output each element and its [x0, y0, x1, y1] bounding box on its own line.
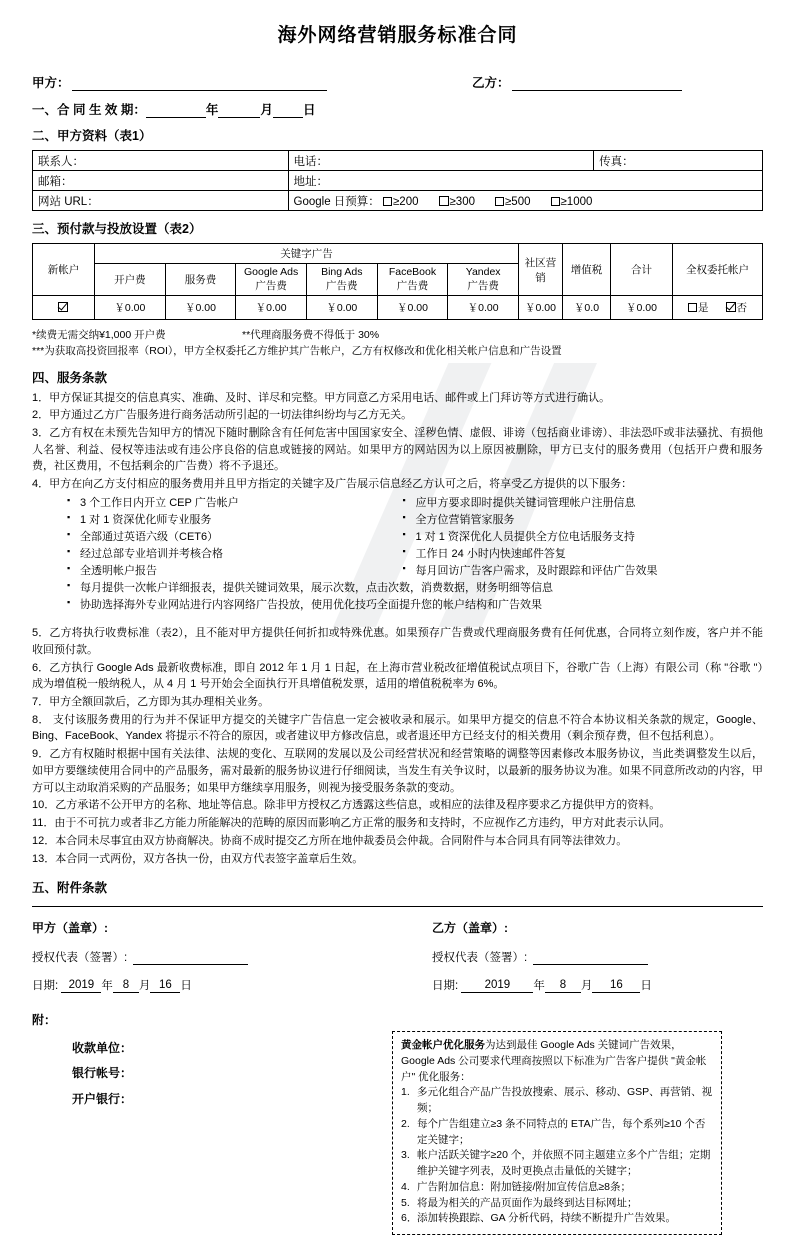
- address-cell[interactable]: 地址：: [288, 171, 762, 191]
- term-2: 2．甲方通过乙方广告服务进行商务活动所引起的一切法律纠纷均与乙方无关。: [32, 409, 413, 422]
- party-b-blank[interactable]: [512, 77, 682, 91]
- budget-option-200[interactable]: [383, 196, 419, 208]
- daily-budget-cell[interactable]: [288, 191, 762, 211]
- item-number: 3.: [401, 1149, 410, 1162]
- party-a-date-month[interactable]: 8: [113, 979, 139, 993]
- facebook-value[interactable]: ￥0.00: [377, 296, 448, 320]
- checkbox-icon[interactable]: [439, 196, 449, 206]
- party-b-field[interactable]: [472, 73, 682, 91]
- item-text: 多元化组合产品广告投放搜索、展示、移动、GSP、再营销、视频；: [417, 1086, 713, 1115]
- service-terms-continued: [32, 625, 763, 867]
- day-unit: 日: [302, 103, 316, 117]
- effective-date-label: 一、合 同 生 效 期：: [32, 103, 146, 117]
- col-total: 合计: [611, 244, 673, 296]
- item-text: 每个广告组建立≥3 条不同特点的 ETA广告，每个系列≥10 个否定关键字；: [417, 1117, 706, 1146]
- term-4: 4．甲方在向乙方支付相应的服务费用并且甲方指定的关键字及广告展示信息经乙方认可之后，将享受乙方提供的以下服务：: [32, 478, 633, 491]
- party-a-rep-line[interactable]: [32, 949, 432, 965]
- term-11: 11．由于不可抗力或者非乙方能力所能解决的范畴的原因而影响乙方正常的服务和支持时，不应视作乙方违约，甲方对此表示认同。: [32, 817, 671, 830]
- footnote-1: *续费无需交纳¥1,000 开户费: [32, 329, 166, 341]
- gold-box-intro-text: 为达到最佳 Google Ads 关键词广告效果，Google Ads 公司要求代理商按照以下标准为广告客户提供 "黄金帐户" 优化服务：: [401, 1039, 707, 1083]
- table-header-row: [33, 244, 763, 264]
- party-a-rep-blank[interactable]: [133, 952, 248, 965]
- list-item: ▪ 全部通过英语六级（CET6）: [80, 529, 398, 546]
- bottom-area: [32, 1028, 763, 1235]
- entrust-no-option[interactable]: [726, 300, 748, 315]
- term-1: 1．甲方保证其提交的信息真实、准确、及时、详尽和完整。甲方同意乙方采用电话、邮件或上门拜访等方式进行确认。: [32, 391, 611, 404]
- budget-option-300[interactable]: [439, 196, 476, 208]
- entrust-choice-cell[interactable]: [673, 296, 763, 320]
- list-item: ▪ 全方位营销管家服务: [416, 512, 764, 529]
- month-unit: 月: [260, 103, 273, 117]
- list-item: ▪ 工作日 24 小时内快速邮件答复: [416, 546, 764, 563]
- list-item: [401, 1196, 714, 1212]
- col-vat: 增值税: [563, 244, 611, 296]
- yandex-value[interactable]: ￥0.00: [448, 296, 519, 320]
- party-a-info-table: [32, 150, 763, 211]
- list-item: ▪ 每月提供一次帐户详细报表，提供关键词效果，展示次数，点击次数，消费数据，财务明细等信息: [80, 580, 763, 597]
- col-yandex-fee: Yandex 广告费: [448, 264, 519, 296]
- col-facebook-fee: FaceBook 广告费: [377, 264, 448, 296]
- day-unit: 日: [640, 980, 652, 993]
- item-number: 2.: [401, 1117, 410, 1130]
- year-unit: 年: [101, 980, 113, 993]
- appendix-heading: 附：: [32, 1013, 57, 1028]
- list-item: ▪ 每月回访广告客户需求，及时跟踪和评估广告效果: [416, 563, 764, 580]
- term-12: 12．本合同未尽事宜由双方协商解决。协商不成时提交乙方所在地仲裁委员会仲裁。合同附件与本合同具有同等法律效力。: [32, 834, 628, 847]
- service-bullets: [32, 495, 763, 580]
- budget-option-1000[interactable]: [551, 196, 593, 208]
- col-social-marketing: 社区营销: [519, 244, 563, 296]
- party-a-label: 甲方：: [32, 76, 70, 90]
- item-text: 帐户活跃关键字≥20 个，并依照不同主题建立多个广告组；定期维护关键字列表，及时更换点击量低的关键字；: [417, 1149, 711, 1178]
- list-item: ▪ 协助选择海外专业网站进行内容网络广告投放，使用优化技巧全面提升您的帐户结构和广告效果: [80, 597, 763, 614]
- party-a-date-label: 日期:: [32, 980, 59, 993]
- footnote-3: ***为获取高投资回报率（ROI），甲方全权委托乙方维护其广告帐户，乙方有权修改和优化相关帐户信息和广告设置: [32, 345, 562, 358]
- phone-cell[interactable]: 电话：: [288, 151, 594, 171]
- party-b-label: 乙方：: [472, 76, 510, 90]
- item-number: 1.: [401, 1086, 410, 1099]
- total-value[interactable]: ￥0.00: [611, 296, 673, 320]
- gold-box-list: [401, 1085, 714, 1227]
- bank-account-label[interactable]: 银行帐号：: [72, 1066, 133, 1081]
- col-group-keyword-ads: 关键字广告: [95, 244, 519, 264]
- checkbox-icon[interactable]: [495, 197, 504, 206]
- year-unit: 年: [205, 103, 219, 117]
- payee-items: [32, 1036, 392, 1112]
- party-row: [32, 73, 763, 91]
- budget-option-500[interactable]: [495, 196, 531, 208]
- section-4-heading: 四、服务条款: [32, 370, 108, 385]
- party-b-rep-line[interactable]: [432, 949, 763, 965]
- term-8: 8． 支付该服务费用的行为并不保证甲方提交的关键字广告信息一定会被收录和展示。如果甲方提交的信息不符合本协议相关条款的规定，Google、Bing、FaceBook、Yandex 将提示不符合的原因，或者建议甲方修改信息，或者退还甲方已经支付的相关费用（剩余预存费，但不包括利息）。: [32, 713, 763, 743]
- entrust-no-label: 否: [736, 302, 747, 314]
- month-unit: 月: [580, 980, 593, 993]
- party-b-date-label: 日期:: [432, 980, 459, 993]
- gold-account-service-box: [392, 1031, 722, 1235]
- page-title: 海外网络营销服务标准合同: [277, 25, 518, 46]
- col-new-account: 新帐户: [33, 244, 95, 296]
- service-bullets-wide: [32, 580, 763, 614]
- entrust-yes-option[interactable]: [688, 300, 709, 315]
- list-item: ▪ 全透明帐户报告: [80, 563, 398, 580]
- checkbox-icon[interactable]: [551, 197, 560, 206]
- party-a-rep-label: 授权代表（签署）:: [32, 952, 128, 965]
- budget-option-200-label: ≥200: [393, 195, 419, 208]
- table-row: [33, 151, 763, 171]
- party-a-blank[interactable]: [72, 77, 327, 91]
- effective-day-blank[interactable]: [273, 105, 303, 118]
- contact-person-cell[interactable]: 联系人：: [33, 151, 289, 171]
- col-open-fee: 开户费: [95, 264, 166, 296]
- party-a-field[interactable]: [32, 73, 472, 91]
- social-value[interactable]: ￥0.00: [519, 296, 563, 320]
- service-bullets-left: [32, 495, 398, 580]
- term-9: 9．乙方有权随时根据中国有关法律、法规的变化、互联网的发展以及公司经营状况和经营策略的调整等因素修改本服务协议，当此类调整发生以后，如甲方要继续使用合同中的产品服务，需对最新的服务协议进行仔细阅读，当发生有关争议时，以最新的服务协议为准。如果不同意所改动的内容，甲方可以主动取消采购的产品服务；如果甲方继续享用服务，则视为接受服务条款的变动。: [32, 748, 763, 794]
- effective-year-blank[interactable]: [146, 105, 206, 118]
- party-a-date-day[interactable]: 16: [150, 979, 180, 993]
- entrust-yes-label: 是: [698, 302, 709, 314]
- bank-name-label[interactable]: 开户银行：: [72, 1091, 133, 1106]
- google-ads-value[interactable]: ￥0.00: [236, 296, 307, 320]
- list-item: ▪ 1 对 1 资深优化人员提供全方位电话服务支持: [416, 529, 764, 546]
- table2-footnotes: [32, 327, 763, 360]
- item-number: 4.: [401, 1180, 410, 1193]
- service-fee-value[interactable]: ￥0.00: [165, 296, 236, 320]
- party-b-date-month[interactable]: 8: [545, 979, 581, 993]
- party-a-date-line[interactable]: [32, 977, 432, 993]
- item-text: 广告附加信息：附加链接/附加宣传信息≥8条；: [417, 1180, 632, 1193]
- party-b-date-day[interactable]: 16: [592, 979, 640, 993]
- term-3: 3．乙方有权在未预先告知甲方的情况下随时删除含有任何危害中国国家安全、淫秽色情、虚假、诽谤（包括商业诽谤）、非法恐吓或非法骚扰、有损他人名誉、利益、侵权等违法或有违公序良俗的信息或链接的网站。如果甲方的网站因为以上原因被删除，甲方已支付的服务费用（包括开户费和服务费，社区费用，不包括剩余的广告费）将不予退还。: [32, 426, 763, 473]
- term-13: 13．本合同一式两份，双方各执一份，由双方代表签字盖章后生效。: [32, 852, 364, 865]
- party-a-seal-label: 甲方（盖章）:: [32, 921, 108, 936]
- new-account-checkbox-cell[interactable]: [33, 296, 95, 320]
- col-bing-ads-fee: Bing Ads 广告费: [306, 264, 377, 296]
- divider: [32, 906, 763, 907]
- col-google-ads-fee: Google Ads 广告费: [236, 264, 307, 296]
- checkbox-icon[interactable]: [383, 197, 392, 206]
- term-10: 10．乙方承诺不公开甲方的名称、地址等信息。除非甲方授权乙方透露这些信息，或相应的法律及程序要求乙方提供甲方的资料。: [32, 799, 661, 812]
- payee-info: [32, 1028, 392, 1235]
- bing-ads-value[interactable]: ￥0.00: [306, 296, 377, 320]
- term-5: 5．乙方将执行收费标准（表2），且不能对甲方提供任何折扣或特殊优惠。如果预存广告费或代理商服务费有任何优惠，合同将立刻作废，客户并不能收回预付款。: [32, 627, 763, 656]
- gold-box-intro: [401, 1039, 706, 1083]
- signature-area: [32, 919, 763, 1005]
- budget-option-1000-label: ≥1000: [560, 195, 593, 208]
- email-cell[interactable]: 邮箱：: [33, 171, 289, 191]
- effective-date-line: [32, 100, 763, 118]
- list-item: [401, 1211, 714, 1227]
- table-row: [33, 171, 763, 191]
- footnote-2: **代理商服务费不得低于 30%: [242, 329, 380, 341]
- year-unit: 年: [533, 980, 545, 993]
- party-b-date-year[interactable]: 2019: [461, 979, 533, 993]
- gold-box-wrapper: [392, 1028, 763, 1235]
- table-row: [33, 191, 763, 211]
- term-6: 6．乙方执行 Google Ads 最新收费标准，即自 2012 年 1 月 1 日起，在上海市营业税改征增值税试点项目下，谷歌广告（上海）有限公司（称 "谷歌 "）成为增值税一般纳税人，从 4 月 1 号开始会全面执行开具增值税发票，适用的增值税税率为 6%。: [32, 661, 763, 691]
- payee-unit-label[interactable]: 收款单位：: [72, 1041, 133, 1056]
- daily-budget-label: Google 日预算：: [293, 195, 380, 208]
- day-unit: 日: [180, 980, 192, 993]
- budget-options: [383, 196, 612, 208]
- list-item: [401, 1180, 714, 1196]
- party-b-rep-label: 授权代表（签署）:: [432, 952, 528, 965]
- col-full-entrust: 全权委托帐户: [673, 244, 763, 296]
- prepayment-table: [32, 243, 763, 320]
- section-3-heading: 三、预付款与投放设置（表2）: [32, 222, 202, 236]
- checkbox-icon[interactable]: [688, 303, 697, 312]
- service-terms: [32, 390, 763, 493]
- entrust-options: [688, 300, 747, 315]
- list-item: ▪ 1 对 1 资深优化师专业服务: [80, 512, 398, 529]
- checkbox-checked-icon[interactable]: [58, 302, 68, 312]
- effective-month-blank[interactable]: [218, 105, 260, 118]
- service-bullets-right: [398, 495, 764, 580]
- item-number: 6．: [401, 1212, 418, 1225]
- party-b-rep-blank[interactable]: [533, 952, 648, 965]
- budget-option-500-label: ≥500: [505, 195, 531, 208]
- item-number: 5.: [401, 1196, 410, 1209]
- open-fee-value[interactable]: ￥0.00: [95, 296, 166, 320]
- signature-party-a: [32, 919, 432, 1005]
- section-5-heading: 五、附件条款: [32, 881, 108, 896]
- party-b-date-line[interactable]: [432, 977, 763, 993]
- item-text: 将最为相关的产品页面作为最终到达目标网址；: [417, 1196, 638, 1209]
- list-item: ▪ 3 个工作日内开立 CEP 广告帐户: [80, 495, 398, 512]
- section-2-heading: 二、甲方资料（表1）: [32, 129, 152, 143]
- list-item: ▪ 应甲方要求即时提供关键词管理帐户注册信息: [416, 495, 764, 512]
- budget-option-300-label: ≥300: [449, 195, 475, 208]
- term-7: 7．甲方全额回款后，乙方即为其办理相关业务。: [32, 696, 270, 709]
- vat-value[interactable]: ￥0.0: [563, 296, 611, 320]
- list-item: [401, 1148, 714, 1180]
- website-url-cell[interactable]: 网站 URL：: [33, 191, 289, 211]
- month-unit: 月: [138, 980, 151, 993]
- table-row: [33, 296, 763, 320]
- party-b-seal-label: 乙方（盖章）:: [432, 921, 508, 936]
- party-a-date-year[interactable]: 2019: [61, 979, 101, 993]
- signature-party-b: [432, 919, 763, 1005]
- fax-cell[interactable]: 传真：: [594, 151, 763, 171]
- col-service-fee: 服务费: [165, 264, 236, 296]
- list-item: [401, 1085, 714, 1117]
- list-item: ▪ 经过总部专业培训并考核合格: [80, 546, 398, 563]
- item-text: 添加转换跟踪、GA 分析代码，持续不断提升广告效果。: [417, 1212, 677, 1225]
- checkbox-checked-icon[interactable]: [726, 302, 736, 312]
- gold-box-title: 黄金帐户优化服务: [401, 1039, 485, 1052]
